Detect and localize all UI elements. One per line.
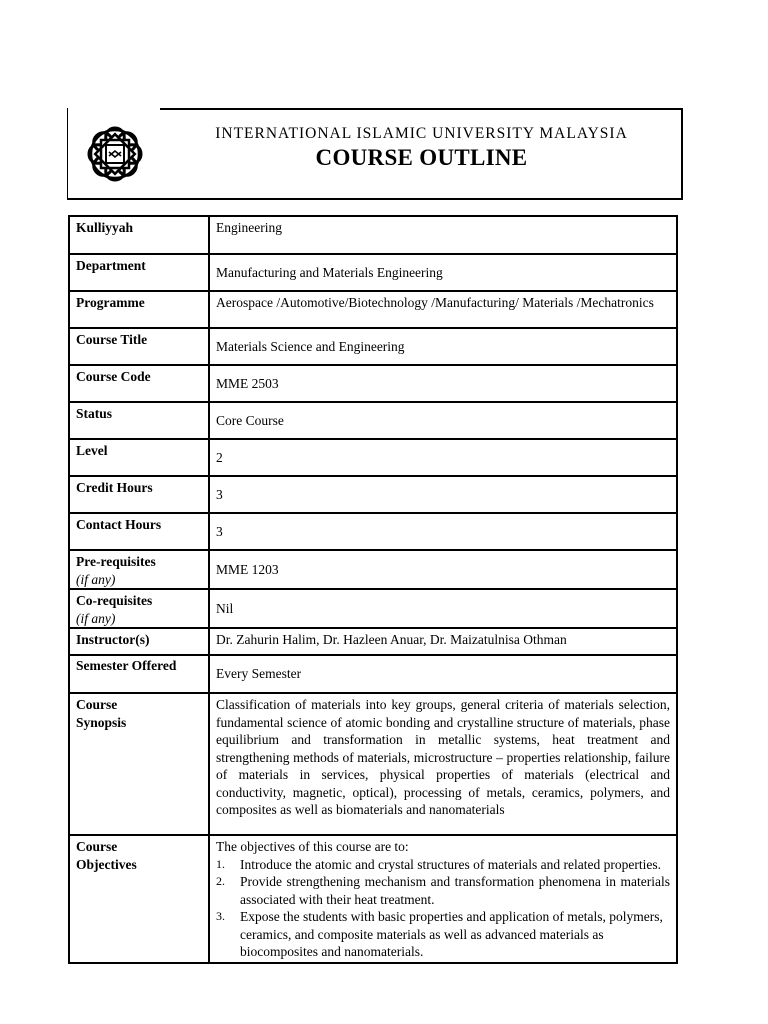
row-credit-hours (69, 476, 677, 513)
objectives-label: Course Objectives (69, 835, 209, 963)
programme-value: Aerospace /Automotive/Biotechnology /Manufacturing/ Materials /Mechatronics (209, 291, 677, 328)
credit-hours-value: 3 (209, 476, 677, 513)
synopsis-label: Course Synopsis (69, 693, 209, 835)
status-value: Core Course (209, 402, 677, 439)
objective-text: Expose the students with basic properties and application of metals, polymers, ceramics, and composite materials as well as advanced materials as biocomposites and nanomaterials. (240, 909, 663, 959)
row-course-code (69, 365, 677, 402)
prerequisites-label (69, 550, 209, 589)
header-top-border (160, 108, 683, 110)
kulliyyah-value: Engineering (209, 216, 677, 254)
list-item (216, 908, 670, 961)
level-label: Level (69, 439, 209, 476)
row-objectives (69, 835, 677, 963)
row-kulliyyah (69, 216, 677, 254)
synopsis-value: Classification of materials into key groups, general criteria of materials selection, fundamental science of atomic bonding and crystalline structure of materials, phase equilibrium and transformation in metallic systems, heat treatment and strengthening methods of materials, microstructure – properties relationship, failure of materials in services, physical properties of materials (electrical and conductivity, magnetic, optical), processing of metals, ceramics, polymers, and composites as well as biomaterials and nanomaterials (209, 693, 677, 835)
corequisites-label-text: Co-requisites (76, 593, 153, 608)
list-item (216, 856, 670, 874)
row-instructors (69, 628, 677, 655)
kulliyyah-label: Kulliyyah (69, 216, 209, 254)
objectives-list (216, 856, 670, 961)
objectives-value (209, 835, 677, 963)
corequisites-sublabel: (if any) (76, 610, 116, 626)
row-status (69, 402, 677, 439)
semester-offered-value: Every Semester (209, 655, 677, 693)
objective-number: 2. (216, 874, 225, 888)
course-title-label: Course Title (69, 328, 209, 365)
course-code-label: Course Code (69, 365, 209, 402)
course-outline-table (68, 215, 678, 964)
department-value: Manufacturing and Materials Engineering (209, 254, 677, 291)
prerequisites-label-text: Pre-requisites (76, 554, 156, 569)
row-corequisites (69, 589, 677, 628)
row-level (69, 439, 677, 476)
header-left-border (67, 108, 68, 200)
document-header (67, 108, 683, 200)
objective-number: 3. (216, 909, 225, 923)
row-course-title (69, 328, 677, 365)
contact-hours-label: Contact Hours (69, 513, 209, 550)
row-prerequisites (69, 550, 677, 589)
objectives-intro: The objectives of this course are to: (216, 839, 409, 854)
programme-label: Programme (69, 291, 209, 328)
prerequisites-sublabel: (if any) (76, 571, 116, 587)
header-bottom-border (67, 198, 683, 200)
course-title-value: Materials Science and Engineering (209, 328, 677, 365)
level-value: 2 (209, 439, 677, 476)
course-code-value: MME 2503 (209, 365, 677, 402)
semester-offered-label: Semester Offered (69, 655, 209, 693)
row-synopsis (69, 693, 677, 835)
row-contact-hours (69, 513, 677, 550)
contact-hours-value: 3 (209, 513, 677, 550)
corequisites-value: Nil (209, 589, 677, 628)
instructors-label: Instructor(s) (69, 628, 209, 655)
list-item (216, 873, 670, 908)
corequisites-label (69, 589, 209, 628)
status-label: Status (69, 402, 209, 439)
objective-text: Provide strengthening mechanism and transformation phenomena in materials associated with their heat treatment. (240, 874, 670, 907)
instructors-value: Dr. Zahurin Halim, Dr. Hazleen Anuar, Dr. Maizatulnisa Othman (209, 628, 677, 655)
document-title: COURSE OUTLINE (315, 145, 528, 170)
credit-hours-label: Credit Hours (69, 476, 209, 513)
row-semester-offered (69, 655, 677, 693)
iium-logo-icon (71, 112, 159, 196)
row-programme (69, 291, 677, 328)
prerequisites-value: MME 1203 (209, 550, 677, 589)
objective-text: Introduce the atomic and crystal structures of materials and related properties. (240, 856, 661, 872)
objective-number: 1. (216, 856, 225, 871)
university-name: INTERNATIONAL ISLAMIC UNIVERSITY MALAYSIA (215, 125, 628, 142)
row-department (69, 254, 677, 291)
department-label: Department (69, 254, 209, 291)
